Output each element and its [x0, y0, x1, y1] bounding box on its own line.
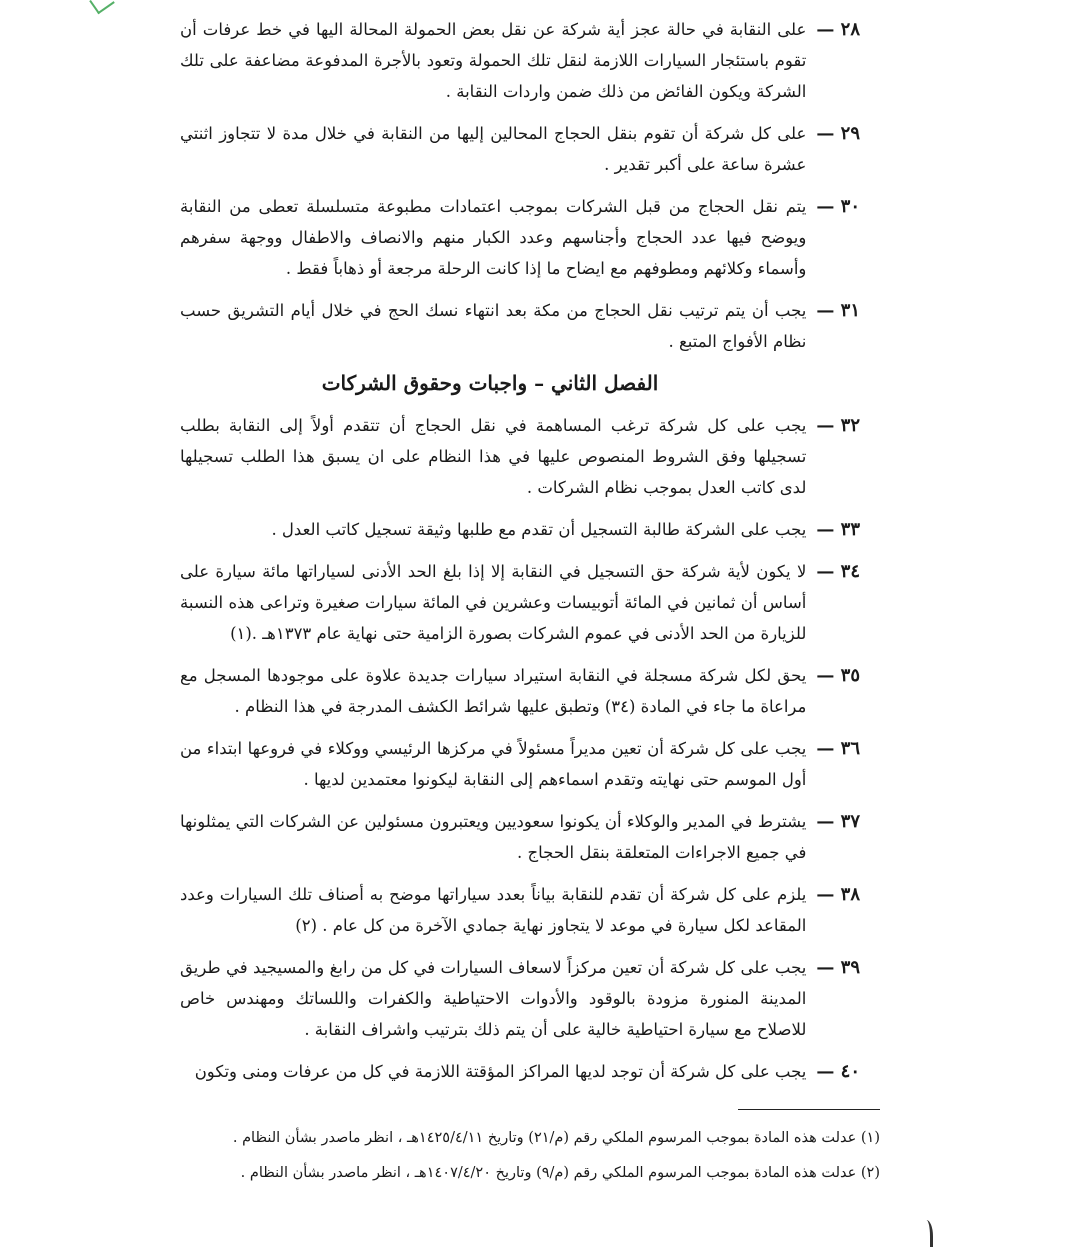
article-34: [180, 556, 860, 649]
article-text: يجب أن يتم ترتيب نقل الحجاج من مكة بعد انتهاء نسك الحج في خلال أيام التشريق حسب نظام الأفواج المتبع .: [180, 301, 807, 351]
article-number: ٣٢ —: [816, 415, 860, 436]
articles-list: [180, 14, 860, 1098]
footnote-divider: [738, 1109, 880, 1110]
article-text: يحق لكل شركة مسجلة في النقابة استيراد سيارات جديدة علاوة على موجودها المسجل مع مراعاة ما جاء في المادة (٣٤) وتطبق عليها شرائط الكشف المدرجة في هذا النظام .: [180, 666, 807, 716]
article-text: يلزم على كل شركة أن تقدم للنقابة بياناً بعدد سياراتها موضح به أصناف تلك السيارات وعدد المقاعد لكل سيارة في موعد لا يتجاوز نهاية جمادي الآخرة من كل عام . (٢): [180, 885, 807, 935]
footnote-2: (٢) عدلت هذه المادة بموجب المرسوم الملكي رقم (م/٩) وتاريخ ١٤٠٧/٤/٢٠هـ ، انظر ماصدر بشأن النظام .: [240, 1165, 880, 1181]
article-number: ٢٨ —: [816, 19, 860, 40]
article-32: [180, 410, 860, 503]
article-text: يتم نقل الحجاج من قبل الشركات بموجب اعتمادات مطبوعة متسلسلة تعطى من النقابة ويوضح فيها عدد الحجاج وأجناسهم وعدد الكبار منهم والانصاف والاطفال ووجهة سفرهم وأسماء وكلائهم ومطوفهم مع ايضاح ما إذا كانت الرحلة مرجعة أو ذهاباً فقط .: [180, 197, 807, 278]
article-number: ٣٠ —: [816, 196, 860, 217]
article-38: [180, 879, 860, 941]
article-37: [180, 806, 860, 868]
article-text: على كل شركة أن تقوم بنقل الحجاج المحالين إليها من النقابة في خلال مدة لا تتجاوز اثنتي عشرة ساعة على أكبر تقدير .: [180, 124, 807, 174]
article-number: ٣٧ —: [816, 811, 860, 832]
article-28: [180, 14, 860, 107]
article-number: ٣٣ —: [816, 519, 860, 540]
article-text: يجب على الشركة طالبة التسجيل أن تقدم مع طلبها وثيقة تسجيل كاتب العدل .: [271, 520, 807, 539]
article-35: [180, 660, 860, 722]
chapter-heading: الفصل الثاني – واجبات وحقوق الشركات: [321, 371, 659, 395]
footnote-1: (١) عدلت هذه المادة بموجب المرسوم الملكي رقم (م/٢١) وتاريخ ١٤٢٥/٤/١١هـ ، انظر ماصدر بشأن النظام .: [232, 1130, 880, 1146]
article-number: ٣١ —: [816, 300, 860, 321]
article-31: [180, 295, 860, 357]
article-40: [180, 1056, 860, 1087]
corner-check-mark: [89, 0, 115, 14]
article-29: [180, 118, 860, 180]
article-text: يشترط في المدير والوكلاء أن يكونوا سعوديين ويعتبرون مسئولين عن الشركات التي يمثلونها في جميع الاجراءات المتعلقة بنقل الحجاج .: [180, 812, 807, 862]
article-39: [180, 952, 860, 1045]
article-number: ٣٥ —: [816, 665, 860, 686]
article-33: [180, 514, 860, 545]
article-text: يجب على كل شركة أن تعين مديراً مسئولاً في مركزها الرئيسي ووكلاء في فروعها ابتداء من أول الموسم حتى نهايته وتقدم اسماءهم إلى النقابة ليكونوا معتمدين لديها .: [180, 739, 807, 789]
article-number: ٣٩ —: [816, 957, 860, 978]
article-number: ٤٠ —: [816, 1061, 860, 1082]
article-number: ٣٤ —: [816, 561, 860, 582]
footnotes: [180, 1128, 880, 1198]
article-text: يجب على كل شركة ترغب المساهمة في نقل الحجاج أن تتقدم أولاً إلى النقابة بطلب تسجيلها وفق الشروط المنصوص عليها في هذا النظام على ان يسبق هذا الطلب تسجيلها لدى كاتب العدل بموجب نظام الشركات .: [180, 416, 807, 497]
article-text: على النقابة في حالة عجز أية شركة عن نقل بعض الحمولة المحالة اليها في خط عرفات أن تقوم باستئجار السيارات اللازمة لنقل تلك الحمولة وتعود بالأجرة المدفوعة مضاعفة على تلك الشركة ويكون الفائض من ذلك ضمن واردات النقابة .: [180, 20, 807, 101]
article-number: ٢٩ —: [816, 123, 860, 144]
page-edge-mark: [922, 1220, 933, 1247]
article-36: [180, 733, 860, 795]
article-text: يجب على كل شركة أن تعين مركزاً لاسعاف السيارات في كل من رابغ والمسيجيد في طريق المدينة المنورة مزودة بالوقود والأدوات الاحتياطية والكفرات واللساتك ومهندس خاص للاصلاح مع سيارة احتياطية خالية على أن يتم ذلك بترتيب واشراف النقابة .: [180, 958, 807, 1039]
article-text: لا يكون لأية شركة حق التسجيل في النقابة إلا إذا بلغ الحد الأدنى لسياراتها مائة سيارة على أساس أن ثمانين في المائة أتوبيسات وعشرين في المائة سيارات صغيرة وتراعى هذه النسبة للزيارة من الحد الأدنى في عموم الشركات بصورة الزامية حتى نهاية عام ١٣٧٣هـ .(١): [180, 562, 807, 643]
article-number: ٣٦ —: [816, 738, 860, 759]
article-30: [180, 191, 860, 284]
article-number: ٣٨ —: [816, 884, 860, 905]
article-text: يجب على كل شركة أن توجد لديها المراكز المؤقتة اللازمة في كل من عرفات ومنى وتكون: [194, 1062, 807, 1081]
